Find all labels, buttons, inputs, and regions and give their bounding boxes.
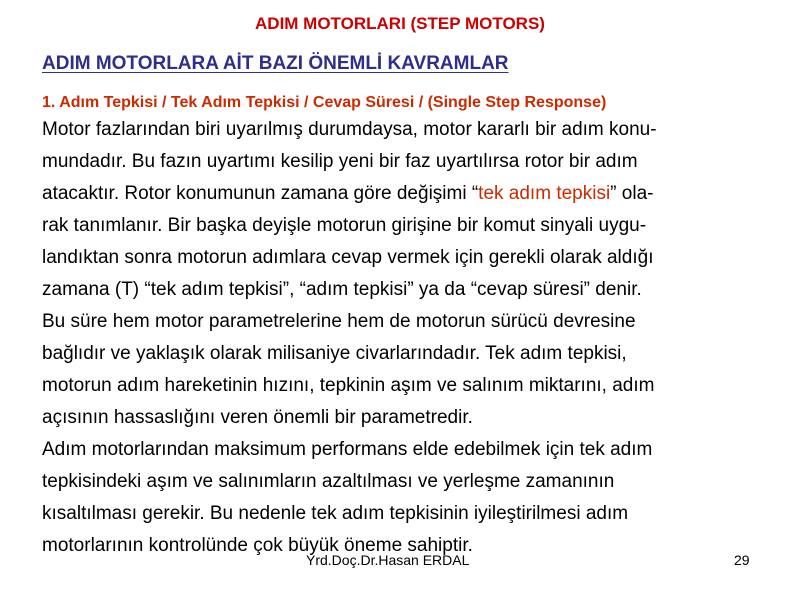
body-line: mundadır. Bu fazın uyartımı kesilip yeni bir faz uyartılırsa rotor bir adım — [42, 151, 638, 172]
section-heading: ADIM MOTORLARA AİT BAZI ÖNEMLİ KAVRAMLAR — [42, 53, 509, 74]
body-line: Bu süre hem motor parametrelerine hem de motorun sürücü devresine — [42, 311, 636, 332]
slide-title: ADIM MOTORLARI (STEP MOTORS) — [255, 14, 545, 33]
body-line — [42, 178, 762, 210]
body-line: rak tanımlanır. Bir başka deyişle motorun girişine bir komut sinyali uygu- — [42, 215, 647, 236]
body-line: tepkisindeki aşım ve salınımların azaltılması ve yerleşme zamanının — [42, 471, 615, 492]
body-line: Motor fazlarından biri uyarılmış durumdaysa, motor kararlı bir adım konu- — [42, 119, 657, 140]
page-number: 29 — [734, 552, 750, 568]
body-line: motorun adım hareketinin hızını, tepkinin aşım ve salınım miktarını, adım — [42, 375, 655, 396]
body-line: açısının hassaslığını veren önemli bir parametredir. — [42, 407, 473, 428]
highlighted-term: tek adım tepkisi — [478, 183, 611, 204]
body-line: kısaltılması gerekir. Bu nedenle tek adım tepkisinin iyileştirilmesi adım — [42, 503, 629, 524]
sub-heading: 1. Adım Tepkisi / Tek Adım Tepkisi / Cevap Süresi / (Single Step Response) — [42, 94, 607, 111]
body-line-text: ” ola- — [610, 183, 654, 204]
body-line: landıktan sonra motorun adımlara cevap vermek için gerekli olarak aldığı — [42, 247, 654, 268]
body-line: bağlıdır ve yaklaşık olarak milisaniye civarlarındadır. Tek adım tepkisi, — [42, 343, 627, 364]
body-text — [42, 114, 762, 562]
body-line-text: atacaktır. Rotor konumunun zamana göre değişimi “ — [42, 183, 479, 204]
body-line: Adım motorlarından maksimum performans elde edebilmek için tek adım — [42, 439, 653, 460]
body-line: motorlarının kontrolünde çok büyük öneme sahiptir. — [42, 535, 473, 556]
footer-author: Yrd.Doç.Dr.Hasan ERDAL — [306, 552, 470, 568]
body-line: zamana (T) “tek adım tepkisi”, “adım tepkisi” ya da “cevap süresi” denir. — [42, 279, 642, 300]
